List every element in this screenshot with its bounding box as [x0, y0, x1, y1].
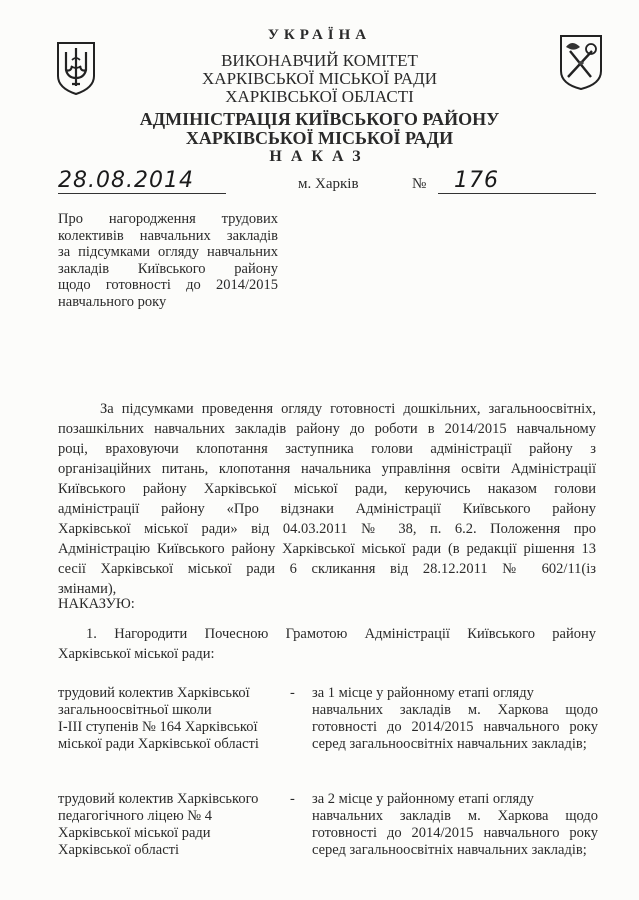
country-heading: УКРАЇНА [267, 27, 372, 43]
subject-line: колективів навчальних закладів [58, 227, 278, 244]
subject-line: навчального року [58, 293, 167, 310]
preamble-line: Адміністрацію Київського району Харківської міської ради (в редакції рішення 13 [58, 541, 596, 557]
point-line: 1. Нагородити Почесною Грамотою Адміністрації Київського району [86, 626, 596, 642]
subject-line: закладів Київського району [58, 260, 278, 277]
preamble-line: організаційних питань, клопотання начальника управління освіти Адміністрації [58, 461, 596, 477]
number-field [438, 168, 596, 194]
award-dash: - [290, 791, 295, 807]
preamble-line: змінами), [58, 581, 117, 597]
order-subject [58, 211, 278, 310]
handwritten-number: 176 [454, 168, 499, 193]
number-sign: № [412, 176, 427, 192]
preamble-line: сесії Харківської міської ради 6 скликання від 28.12.2011 № 602/11(із [58, 561, 596, 577]
preamble-line: адміністрації району «Про відзнаки Адміністрації Київського району [58, 501, 596, 517]
award-recipient: трудовий колектив Харківської загальноосвітньої школи І-ІІІ ступенів № 164 Харківської міської ради Харківської області [58, 685, 259, 752]
subject-line: щодо готовності до 2014/2015 [58, 277, 278, 293]
preamble-line: За підсумками проведення огляду готовності дошкільних, загальноосвітніх, [100, 401, 596, 417]
preamble-paragraph [58, 399, 596, 599]
preamble-line: позашкільних навчальних закладів району до роботи в 2014/2015 навчальному [58, 421, 596, 437]
committee-line: ВИКОНАВЧИЙ КОМІТЕТ [221, 51, 418, 70]
date-field [58, 168, 226, 194]
administration-line: ХАРКІВСЬКОЇ МІСЬКОЇ РАДИ [185, 128, 454, 148]
award-recipient: трудовий колектив Харківського педагогічного ліцею № 4 Харківської міської ради Харківської області [58, 791, 259, 858]
subject-line: за підсумками огляду навчальних [58, 244, 278, 260]
award-dash: - [290, 685, 295, 701]
document-type-heading: НАКАЗ [269, 148, 370, 165]
preamble-line: році, враховуючи клопотання заступника голови адміністрації району з [58, 441, 596, 457]
order-word: НАКАЗУЮ: [58, 596, 135, 612]
handwritten-date: 28.08.2014 [58, 168, 194, 193]
point-line: Харківської міської ради: [58, 646, 215, 662]
preamble-line: Київського району Харківської міської ради, керуючись наказом голови [58, 481, 596, 497]
administration-line: АДМІНІСТРАЦІЯ КИЇВСЬКОГО РАЙОНУ [139, 109, 500, 129]
committee-line: ХАРКІВСЬКОЇ МІСЬКОЇ РАДИ [202, 69, 437, 88]
award-reason: за 1 місце у районному етапі огляду навчальних закладів м. Харкова щодо готовності до 2014/2015 навчального року серед загальноосвітніх навчальних закладів; [312, 685, 598, 752]
subject-line: Про нагородження трудових [58, 211, 278, 227]
preamble-line: Харківської міської ради» від 04.03.2011 № 38, п. 6.2. Положення про [58, 521, 596, 537]
committee-line: ХАРКІВСЬКОЇ ОБЛАСТІ [225, 87, 414, 106]
award-reason: за 2 місце у районному етапі огляду навчальних закладів м. Харкова щодо готовності до 2014/2015 навчального року серед загальноосвітніх навчальних закладів; [312, 791, 598, 858]
city-label: м. Харків [298, 176, 359, 192]
order-point-1 [58, 624, 596, 664]
